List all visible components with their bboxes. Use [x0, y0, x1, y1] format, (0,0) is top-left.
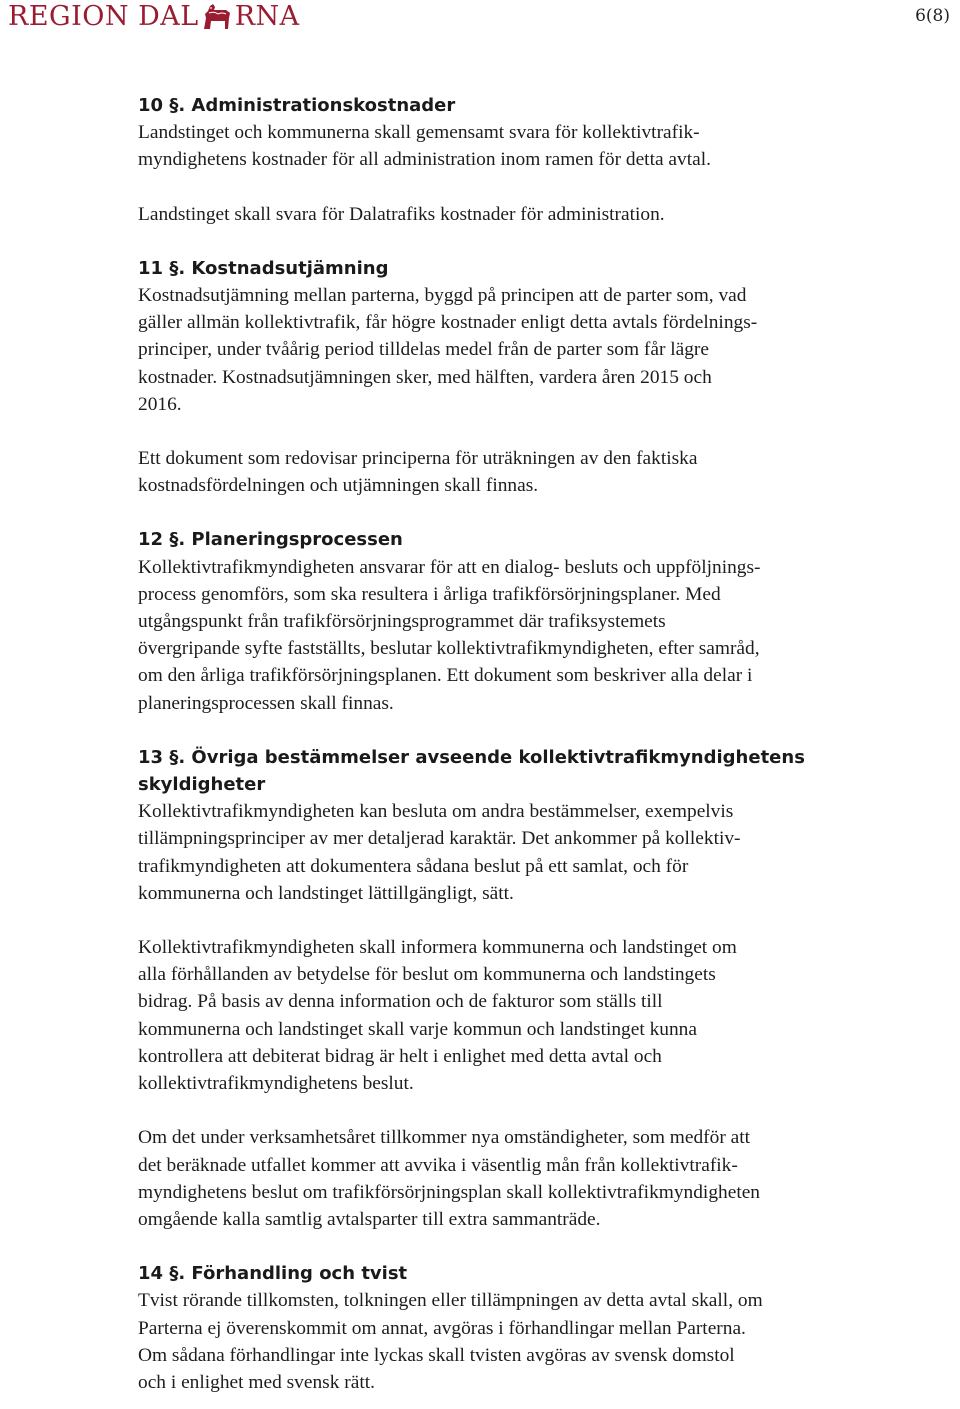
paragraph: Ett dokument som redovisar principerna för uträkningen av den faktiska kostnadsfördelningen och utjämningen skall finnas.	[138, 448, 698, 497]
section-10	[138, 92, 898, 228]
logo-text-right: RNA	[234, 1, 300, 32]
paragraph: Tvist rörande tillkomsten, tolkningen eller tillämpningen av detta avtal skall, om Parterna ej överenskommit om annat, avgöras i förhandlingar mellan Parterna. Om sådana förhandlingar inte lyckas skall tvisten avgöras av svensk domstol och i enlighet med svensk rätt.	[138, 1290, 763, 1393]
logo-text-left: REGION DAL	[8, 1, 199, 32]
region-dalarna-logo	[8, 0, 300, 34]
paragraph: Kollektivtrafikmyndigheten skall informera kommunerna och landstinget om alla förhållanden av betydelse för beslut om kommunerna och landstingets bidrag. På basis av denna information och de fakturor som ställs till kommunerna och landstinget skall varje kommun och landstinget kunna kontrollera att debiterat bidrag är helt i enlighet med detta avtal och kollektivtrafikmyndighetens beslut.	[138, 937, 737, 1095]
dala-horse-icon	[200, 2, 234, 32]
section-13	[138, 744, 898, 1233]
section-heading: 10 §. Administrationskostnader	[138, 95, 456, 116]
page-header	[0, 0, 960, 40]
paragraph: Kostnadsutjämning mellan parterna, byggd på principen att de parter som, vad gäller allmän kollektivtrafik, får högre kostnader enligt detta avtals fördelnings- principer, under tvåårig period tilldelas medel från de parter som får lägre kostnader. Kostnadsutjämningen sker, med hälften, vardera åren 2015 och 2016.	[138, 285, 758, 415]
paragraph: Om det under verksamhetsåret tillkommer nya omständigheter, som medför att det beräknade utfallet kommer att avvika i väsentlig mån från kollektivtrafik- myndighetens beslut om trafikförsörjningsplan skall kollektivtrafikmyndigheten omgående kalla samtlig avtalsparter till extra sammanträde.	[138, 1127, 761, 1230]
paragraph: Landstinget och kommunerna skall gemensamt svara för kollektivtrafik- myndighetens kostnader för all administration inom ramen för detta avtal.	[138, 122, 711, 171]
page-number: 6(8)	[915, 6, 950, 26]
section-heading: 13 §. Övriga bestämmelser avseende kollektivtrafikmyndighetens skyldigheter	[138, 746, 805, 796]
section-11	[138, 255, 898, 500]
paragraph: Kollektivtrafikmyndigheten kan besluta om andra bestämmelser, exempelvis tillämpningsprinciper av mer detaljerad karaktär. Det ankommer på kollektiv- trafikmyndigheten att dokumentera sådana beslut på ett samlat, och för kommunerna och landstinget lättillgängligt, sätt.	[138, 801, 741, 904]
section-heading: 12 §. Planeringsprocessen	[138, 529, 403, 551]
section-heading: 14 §. Förhandling och tvist	[138, 1263, 408, 1285]
document-body	[138, 92, 898, 1396]
section-14	[138, 1260, 898, 1396]
paragraph: Landstinget skall svara för Dalatrafiks kostnader för administration.	[138, 203, 665, 225]
section-heading: 11 §. Kostnadsutjämning	[138, 257, 389, 279]
section-12	[138, 526, 898, 716]
paragraph: Kollektivtrafikmyndigheten ansvarar för att en dialog- besluts och uppföljnings- process genomförs, som ska resultera i årliga trafikförsörjningsplaner. Med utgångspunkt från trafikförsörjningsprogrammet där trafiksystemets övergripande syfte fastställts, beslutar kollektivtrafikmyndigheten, efter samråd, om den årliga trafikförsörjningsplanen. Ett dokument som beskriver alla delar i planeringsprocessen skall finnas.	[138, 556, 761, 714]
